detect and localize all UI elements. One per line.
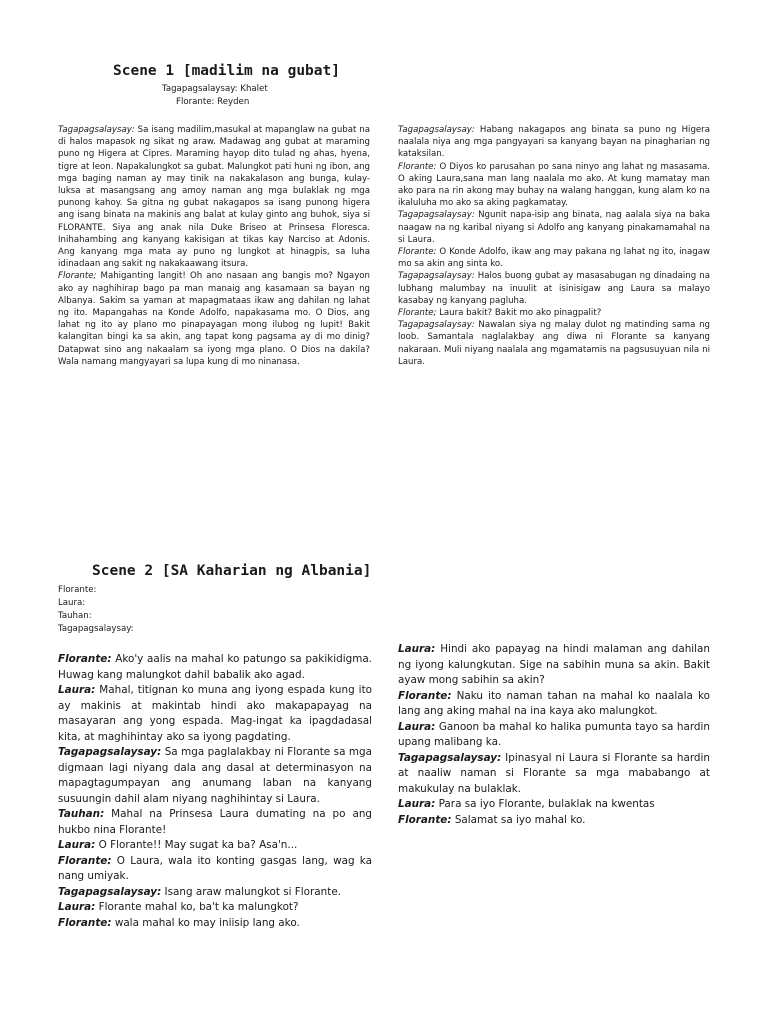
dialogue-line	[398, 797, 710, 813]
dialogue-line	[398, 642, 710, 689]
cast-member: Tagapagsalaysay:	[58, 623, 134, 634]
dialogue-text: Mahal na Prinsesa Laura dumating na po ang hukbo nina Florante!	[58, 808, 372, 836]
narrator-credit: Tagapagsalaysay: Khalet	[162, 84, 268, 94]
dialogue-line	[398, 319, 710, 368]
dialogue-text: Sa mga paglalakbay ni Florante sa mga digmaan lagi niyang dala ang dasal at determinasyon na mapagtagumpayan ang anumang laban na kanyang susuungin dahil alam niyang naghihintay si Laura.	[58, 746, 372, 805]
dialogue-text: O Florante!! May sugat ka ba? Asa'n...	[95, 839, 298, 851]
speaker-label: Florante:	[398, 689, 452, 702]
speaker-label: Tagapagsalaysay:	[398, 751, 502, 764]
speaker-label: Laura:	[58, 901, 96, 913]
speaker-label: Tagapagsalaysay:	[58, 885, 162, 898]
speaker-label: Tauhan:	[58, 808, 105, 820]
dialogue-line	[398, 751, 710, 798]
dialogue-text: Laura bakit? Bakit mo ako pinagpalit?	[436, 308, 602, 319]
scene1-title: Scene 1 [madilim na gubat]	[113, 63, 340, 79]
dialogue-line	[398, 246, 710, 270]
speaker-label: Florante;	[58, 271, 97, 282]
dialogue-line	[398, 161, 710, 210]
dialogue-text: Nawalan siya ng malay dulot ng matinding sama ng loob. Samantala naglalakbay ang diwa ni Florante sa kanyang nakaraan. Muli niyang naalala ang mgamatamis na pagsusuyuan nila ni Laura.	[398, 320, 710, 367]
dialogue-text: Ganoon ba mahal ko halika pumunta tayo sa hardin upang malibang ka.	[398, 720, 710, 748]
speaker-label: Laura:	[58, 684, 96, 696]
dialogue-text: Ako'y aalis na mahal ko patungo sa pakikidigma. Huwag kang malungkot dahil babalik ako agad.	[58, 653, 372, 681]
cast-member: Laura:	[58, 597, 86, 608]
speaker-label: Florante:	[58, 916, 112, 929]
dialogue-text: Para sa iyo Florante, bulaklak na kwentas	[435, 798, 655, 810]
dialogue-line	[58, 885, 372, 901]
dialogue-text: Florante mahal ko, ba't ka malungkot?	[95, 901, 299, 913]
dialogue-line	[58, 916, 372, 932]
dialogue-line	[58, 683, 372, 745]
speaker-label: Tagapagsalaysay:	[398, 320, 475, 331]
scene2-left-column	[58, 652, 372, 931]
dialogue-text: Sa isang madilim,masukal at mapanglaw na gubat na di halos mapasok ng sikat ng araw. Madawag ang gubat at maraming puno ng Higera at Cipres. Maraming hayop dito tulad ng ahas, hyena, tigre at leon. Napakalungkot sa gubat. Malungkot pati huni ng ibon, ang mga baging naman ay may tinik na nakakalason ang bunga, kulay-luksa at masangsang ang amoy naman ang mga bulaklak ng mga punong kahoy. Sa gitna ng gubat nakagapos sa isang punong higera ang isang binata na makinis ang balat at kulay ginto ang buhok, siya si FLORANTE. Siya ang anak nila Duke Briseo at Prinsesa Floresca. Inihahambing ang kanyang kakisigan at tikas kay Narciso at Adonis. Ang kanyang mga mata ay puno ng lungkot at hinagpis, sa luha idinadaan ang sakit ng nakakaawang itsura.	[58, 125, 370, 270]
dialogue-line	[58, 745, 372, 807]
scene2-title: Scene 2 [SA Kaharian ng Albania]	[92, 563, 372, 579]
dialogue-text: Ipinasyal ni Laura si Florante sa hardin at naaliw naman si Florante sa mga mababango at makukulay na bulaklak.	[398, 751, 710, 795]
speaker-label: Tagapagsalaysay:	[398, 210, 475, 221]
speaker-label: Laura:	[398, 643, 436, 655]
speaker-label: Florante:	[58, 653, 112, 665]
speaker-label: Tagapagsalaysay:	[398, 271, 475, 282]
cast-member: Tauhan:	[58, 610, 92, 621]
dialogue-line	[398, 124, 710, 161]
dialogue-text: Salamat sa iyo mahal ko.	[451, 813, 586, 826]
dialogue-line	[398, 209, 710, 246]
dialogue-text: Ngunit napa-isip ang binata, nag aalala siya na baka naagaw na ng karibal niyang si Adolfo ang kanyang pinakamamahal na si Laura.	[398, 210, 710, 245]
dialogue-line	[398, 720, 710, 751]
dialogue-text: Isang araw malungkot si Florante.	[161, 885, 342, 898]
dialogue-text: Hindi ako papayag na hindi malaman ang dahilan ng iyong kalungkutan. Sige na sabihin muna sa akin. Bakit ayaw mong sabihin sa akin?	[398, 643, 710, 686]
scene1-left-column	[58, 124, 370, 368]
dialogue-line	[398, 689, 710, 720]
speaker-label: Florante:	[398, 247, 437, 258]
dialogue-text: O Laura, wala ito konting gasgas lang, wag ka nang umiyak.	[58, 854, 372, 882]
dialogue-line	[58, 270, 370, 368]
speaker-label: Tagapagsalaysay:	[398, 125, 475, 135]
dialogue-line	[58, 854, 372, 885]
speaker-label: Florante:	[398, 813, 452, 826]
dialogue-text: Mahal, titignan ko muna ang iyong espada kung ito ay makinis at makintab hindi ako makapapayag na masayaran ang yong espada. Mag-ingat ka ipagdadasal kita, at maghihintay ako sa iyong pagdating.	[58, 684, 372, 743]
florante-credit: Florante: Reyden	[176, 97, 250, 107]
speaker-label: Tagapagsalaysay:	[58, 746, 162, 758]
dialogue-text: Halos buong gubat ay masasabugan ng dinadaing na lubhang malumbay na inuulit at isinisigaw ang Laura sa malayo kasabay ng kanyang pagluha.	[398, 271, 710, 306]
speaker-label: Florante;	[398, 308, 437, 319]
dialogue-text: Habang nakagapos ang binata sa puno ng Higera naalala niya ang mga pangyayari sa kanyang bayan na pinagharian ng kataksilan.	[398, 125, 710, 160]
speaker-label: Tagapagsalaysay:	[58, 125, 135, 135]
scene2-right-column	[398, 642, 710, 828]
speaker-label: Florante:	[58, 854, 112, 867]
cast-member: Florante:	[58, 585, 97, 595]
speaker-label: Laura:	[398, 798, 436, 810]
dialogue-text: wala mahal ko may iniisip lang ako.	[111, 916, 300, 929]
dialogue-text: Naku ito naman tahan na mahal ko naalala ko lang ang aking mahal na ina kaya ako malungkot.	[398, 689, 710, 717]
dialogue-text: O Diyos ko parusahan po sana ninyo ang lahat ng masasama. O aking Laura,sana man lang naalala mo ako. At kung mamatay man ako para na rin akong may buhay na walang hanggan, kung alam ko na ikaluluha mo ako sa aking pagkamatay.	[398, 161, 710, 209]
dialogue-line	[398, 270, 710, 307]
dialogue-line	[58, 838, 372, 854]
dialogue-line	[58, 807, 372, 838]
speaker-label: Florante:	[398, 161, 437, 172]
dialogue-line	[58, 900, 372, 916]
speaker-label: Laura:	[58, 839, 96, 851]
dialogue-text: O Konde Adolfo, ikaw ang may pakana ng lahat ng ito, inagaw mo sa akin ang sinta ko.	[398, 247, 710, 270]
dialogue-text: Mahiganting langit! Oh ano nasaan ang bangis mo? Ngayon ako ay naghihirap bago pa man manaig ang kasamaan sa bayan ng Albanya. Sakim sa yaman at mapagmataas ikaw ang dahilan ng lahat ng ito. Mapangahas na Konde Adolfo, napakasama mo. O Dios, ang lahat ng ito ay plano mo pinapayagan mong ilubog ng lupit! Bakit kalangitan bingi ka sa akin, ang tapat kong pagsama ay di mo dinig? Datapwat sino ang nakaalam sa iyong mga plano. O Dios na dakila? Wala namang mangyayari sa lupa kung di mo ninanasa.	[58, 271, 370, 367]
dialogue-line	[398, 307, 710, 319]
scene2-cast-list	[58, 584, 134, 636]
dialogue-line	[58, 652, 372, 683]
speaker-label: Laura:	[398, 720, 436, 733]
dialogue-line	[58, 124, 370, 270]
scene1-right-column	[398, 124, 710, 368]
dialogue-line	[398, 813, 710, 829]
